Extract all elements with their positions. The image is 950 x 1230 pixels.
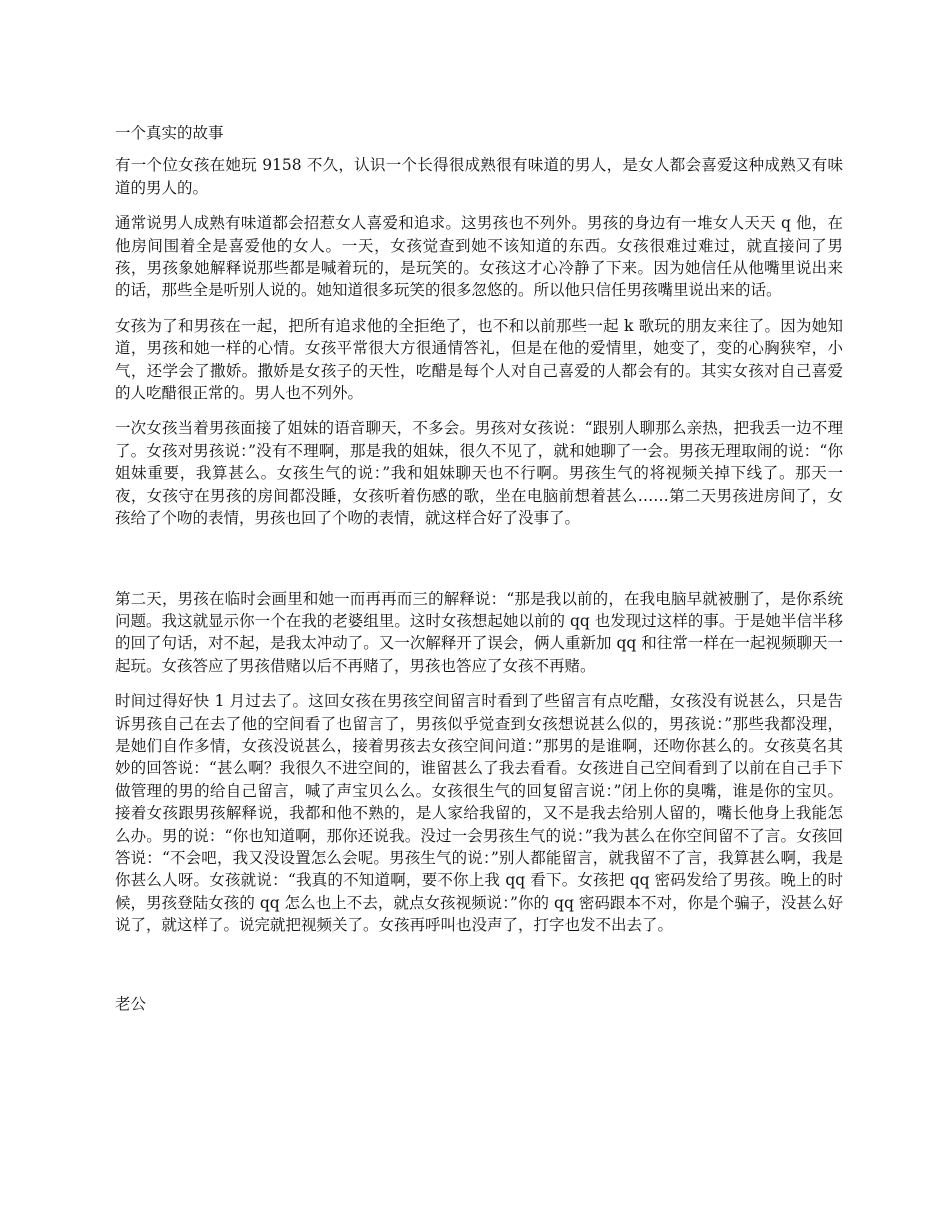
paragraph-1: 有一个位女孩在她玩 9158 不久，认识一个长得很成熟很有味道的男人，是女人都会喜爱这种成熟又有味道的男人的。 xyxy=(115,156,843,197)
paragraph-4: 一次女孩当着男孩面接了姐妹的语音聊天，不多会。男孩对女孩说：“跟别人聊那么亲热，把我丢一边不理了。女孩对男孩说：”没有不理啊，那是我的姐妹，很久不见了，就和她聊了一会。男孩无理取闹的说：“你姐妹重要，我算甚么。女孩生气的说：”我和姐妹聊天也不行啊。男孩生气的将视频关掉下线了。那天一夜，女孩守在男孩的房间都没睡，女孩听着伤感的歌，坐在电脑前想着甚么……第二天男孩进房间了，女孩给了个吻的表情，男孩也回了个吻的表情，就这样合好了没事了。 xyxy=(115,419,843,528)
document-body xyxy=(115,122,843,1028)
paragraph-5: 第二天，男孩在临时会画里和她一而再再而三的解释说：“那是我以前的，在我电脑早就被删了，是你系统问题。我这就显示你一个在我的老婆组里。这时女孩想起她以前的 qq 也发现过这样的事。于是她半信半移的回了句话，对不起，是我太冲动了。又一次解释开了误会，俩人重新加 qq 和往常一样在一起视频聊天一起玩。女孩答应了男孩借赌以后不再赌了，男孩也答应了女孩不再赌。 xyxy=(115,589,843,675)
paragraph-3: 女孩为了和男孩在一起，把所有追求他的全拒绝了，也不和以前那些一起 k 歌玩的朋友来往了。因为她知道，男孩和她一样的心情。女孩平常很大方很通情答礼，但是在他的爱情里，她变了，变的心胸狭窄，小气，还学会了撒娇。撒娇是女孩子的天性，吃醋是每个人对自己喜爱的人都会有的。其实女孩对自己喜爱的人吃醋很正常的。男人也不列外。 xyxy=(115,316,843,403)
paragraph-7: 老公 xyxy=(115,994,147,1013)
document-title: 一个真实的故事 xyxy=(115,124,224,142)
paragraph-2: 通常说男人成熟有味道都会招惹女人喜爱和追求。这男孩也不列外。男孩的身边有一堆女人天天 q 他，在他房间围着全是喜爱他的女人。一天，女孩觉查到她不该知道的东西。女孩很难过难过，就直接问了男孩，男孩象她解释说那些都是喊着玩的，是玩笑的。女孩这才心冷静了下来。因为她信任从他嘴里说出来的话，那些全是听别人说的。她知道很多玩笑的很多忽悠的。所以他只信任男孩嘴里说出来的话。 xyxy=(115,214,843,300)
paragraph-6: 时间过得好快 1 月过去了。这回女孩在男孩空间留言时看到了些留言有点吃醋，女孩没有说甚么，只是告诉男孩自己在去了他的空间看了也留言了，男孩似乎觉查到女孩想说甚么似的，男孩说：”那些我都没理，是她们自作多情，女孩没说甚么，接着男孩去女孩空间问道：”那男的是谁啊，还吻你甚么的。女孩莫名其妙的回答说：“甚么啊？我很久不进空间的，谁留甚么了我去看看。女孩进自己空间看到了以前在自己手下做管理的男的给自己留言，喊了声宝贝么么。女孩很生气的回复留言说：”闭上你的臭嘴，谁是你的宝贝。接着女孩跟男孩解释说，我都和他不熟的，是人家给我留的，又不是我去给别人留的，嘴长他身上我能怎么办。男的说：“你也知道啊，那你还说我。没过一会男孩生气的说：”我为甚么在你空间留不了言。女孩回答说：“不会吧，我又没设置怎么会呢。男孩生气的说：”别人都能留言，就我留不了言，我算甚么啊，我是你甚么人呀。女孩就说：“我真的不知道啊，要不你上我 qq 看下。女孩把 qq 密码发给了男孩。晚上的时候，男孩登陆女孩的 qq 怎么也上不去，就点女孩视频说：”你的 qq 密码跟本不对，你是个骗子，没甚么好说了，就这样了。说完就把视频关了。女孩再呼叫也没声了，打字也发不出去了。 xyxy=(115,692,843,935)
